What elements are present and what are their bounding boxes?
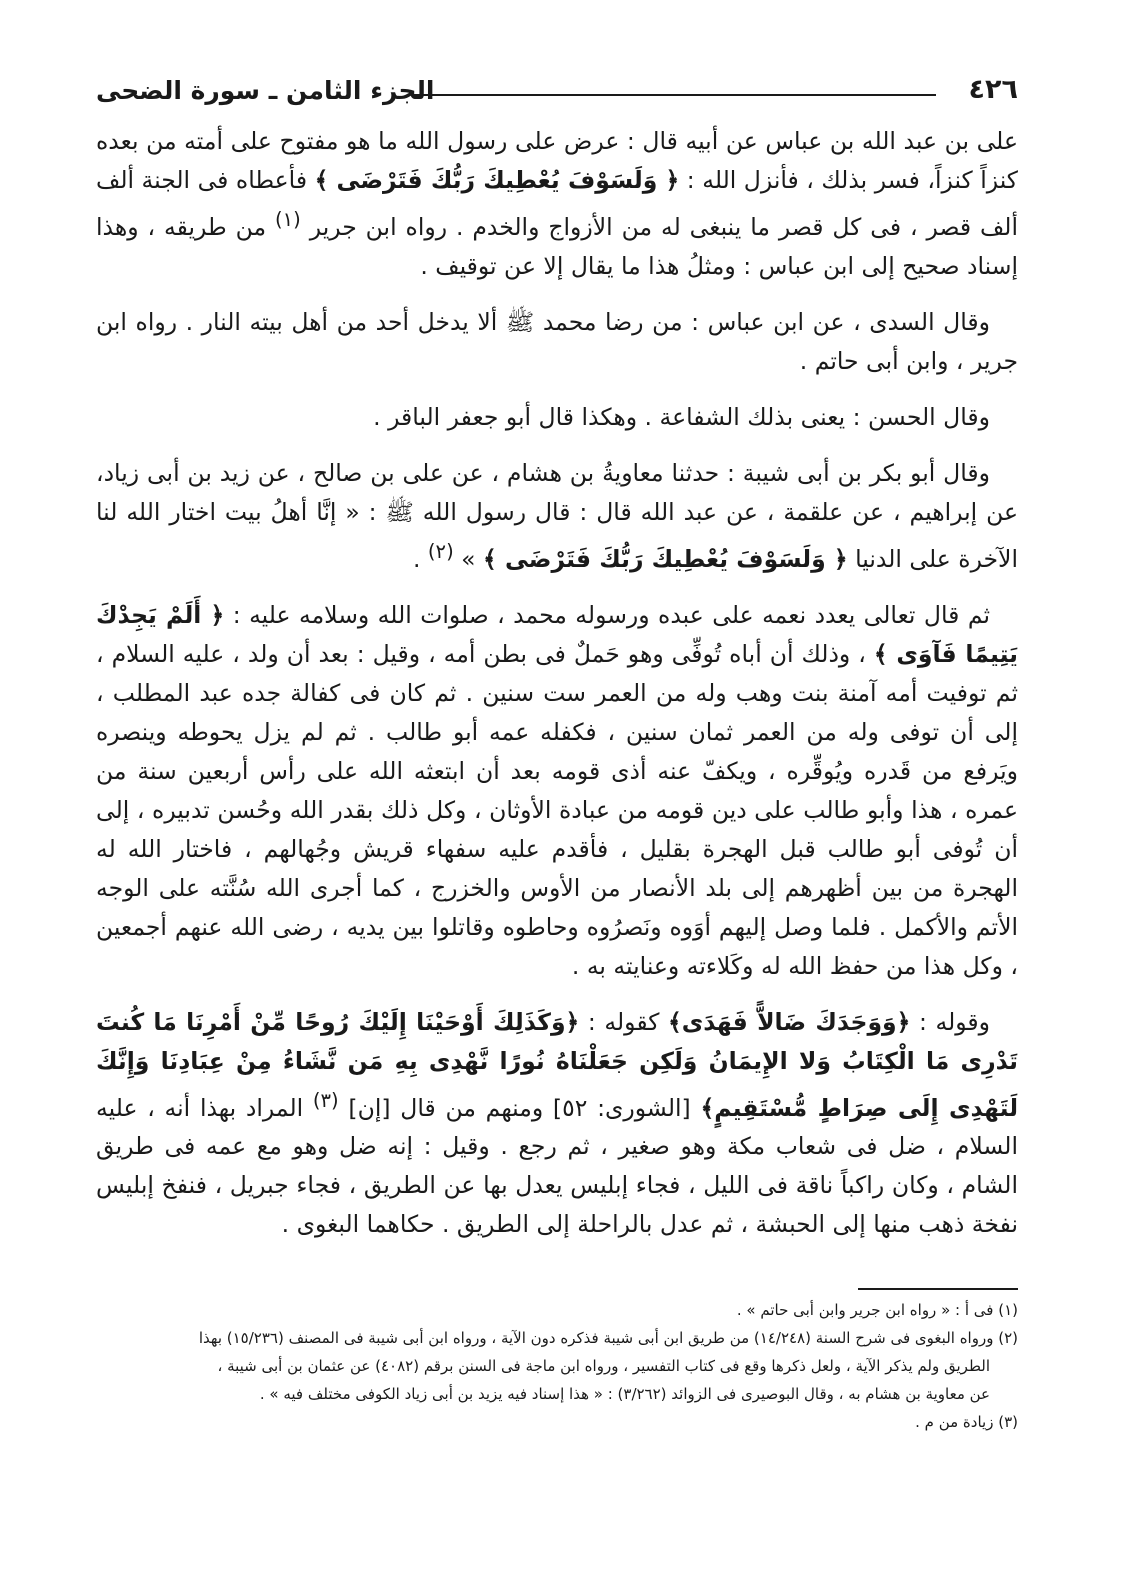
paragraph xyxy=(96,122,1018,286)
footnote-line: (٢) ورواه البغوى فى شرح السنة (١٤/٢٤٨) من طريق ابن أبى شيبة فذكره دون الآية ، ورواه ابن أبى شيبة فى المصنف (١٥/٢٣٦) بهذا xyxy=(198,1329,1018,1347)
footnote-line: (١) فى أ : « رواه ابن جرير وابن أبى حاتم » . xyxy=(736,1301,1018,1319)
main-text xyxy=(96,122,1018,1261)
quran-verse: ﴿ وَلَسَوْفَ يُعْطِيكَ رَبُّكَ فَتَرْضَى ﴾ xyxy=(314,166,680,194)
footnote-line: عن معاوية بن هشام به ، وقال البوصيرى فى الزوائد (٣/٢٦٢) : « هذا إسناد فيه يزيد بن أبى زياد الكوفى مختلف فيه » . xyxy=(259,1385,990,1403)
footnote-rule xyxy=(858,1288,1018,1290)
text-segment: من طريقه ، وهذا إسناد صحيح إلى ابن عباس : ومثلُ هذا ما يقال إلا عن توقيف . xyxy=(96,212,1018,280)
paragraph xyxy=(96,454,1018,579)
paragraph xyxy=(96,303,1018,381)
text-segment: وقال الحسن : يعنى بذلك الشفاعة . وهكذا قال أبو جعفر الباقر . xyxy=(373,402,990,431)
quran-verse: ﴿وَكَذَلِكَ أَوْحَيْنَا إِلَيْكَ رُوحًا مِّنْ أَمْرِنَا مَا كُنتَ تَدْرِى مَا الْكِتَابُ وَلا الإِيمَانُ وَلَكِن جَعَلْنَاهُ نُورًا نَّهْدِى بِهِ مَن نَّشَاءُ مِنْ عِبَادِنَا وَإِنَّكَ لَتَهْدِى إِلَى صِرَاطٍ مُّسْتَقِيمٍ﴾ xyxy=(96,1007,1019,1122)
paragraph xyxy=(96,398,1018,437)
paragraph xyxy=(96,1003,1018,1245)
quran-verse: ﴿ أَلَمْ يَجِدْكَ يَتِيمًا فَآوَى ﴾ xyxy=(96,600,1018,668)
footnotes xyxy=(96,1296,1018,1436)
text-segment: المراد بهذا أنه ، عليه السلام ، ضل فى شعاب مكة وهو صغير ، ثم رجع . وقيل : إنه ضل وهو مع عمه فى طريق الشام ، وكان راكباً ناقة فى الليل ، فجاء إبليس يعدل بها عن الطريق ، فجاء جبريل ، فنفخ إبليس نفخة ذهب منها إلى الحبشة ، ثم عدل بالراحلة إلى الطريق . حكاهما البغوى . xyxy=(96,1093,1018,1239)
text-segment: [الشورى: ٥٢] ومنهم من قال [إن] xyxy=(338,1093,701,1122)
header-rule xyxy=(412,94,936,96)
running-title: الجزء الثامن ـ سورة الضحى xyxy=(96,76,435,105)
text-segment: وقوله : xyxy=(910,1007,990,1036)
quran-verse: ﴿وَوَجَدَكَ ضَالاًّ فَهَدَى﴾ xyxy=(667,1007,911,1036)
text-segment: فأعطاه فى الجنة ألف ألف قصر ، فى كل قصر ما ينبغى له من الأزواج والخدم . رواه ابن جرير xyxy=(96,166,1018,241)
text-segment: . xyxy=(412,544,428,573)
paragraph xyxy=(96,596,1018,986)
footnote-line: الطريق ولم يذكر الآية ، ولعل ذكرها وقع فى كتاب التفسير ، ورواه ابن ماجة فى السنن برقم (٤٠٨٢) عن عثمان بن أبى شيبة ، xyxy=(217,1357,990,1375)
text-segment: » xyxy=(453,544,484,573)
footnote-line: (٣) زيادة من م . xyxy=(915,1413,1018,1431)
footnote-reference: (٢) xyxy=(427,539,454,563)
text-segment: كقوله : xyxy=(579,1007,668,1036)
text-segment: ، وذلك أن أباه تُوفِّى وهو حَملٌ فى بطن أمه ، وقيل : بعد أن ولد ، عليه السلام ، ثم توفيت أمه آمنة بنت وهب وله من العمر ست سنين . ثم كان فى كفالة جده عبد المطلب ، إلى أن توفى وله من العمر ثمان سنين ، فكفله عمه أبو طالب . ثم لم يزل يحوطه وينصره ويَرفع من قَدره ويُوقِّره ، ويكفّ عنه أذى قومه بعد أن ابتعثه الله على رأس أربعين سنة من عمره ، هذا وأبو طالب على دين قومه من عبادة الأوثان ، وكل ذلك بقدر الله وحُسن تدبيره ، إلى أن تُوفى أبو طالب قبل الهجرة بقليل ، فأقدم عليه سفهاء قريش وجُهالهم ، فاختار الله له الهجرة من بين أظهرهم إلى بلد الأنصار من الأوس والخزرج ، كما أجرى الله سُنَّته على الوجه الأتم والأكمل . فلما وصل إليهم أوَوه ونَصرُوه وحاطوه وقاتلوا بين يديه ، رضى الله عنهم أجمعين ، وكل هذا من حفظ الله له وكَلاءته وعنايته به . xyxy=(96,639,1018,980)
text-segment: وقال السدى ، عن ابن عباس : من رضا محمد ﷺ ألا يدخل أحد من أهل بيته النار . رواه ابن جرير ، وابن أبى حاتم . xyxy=(96,307,1018,375)
text-segment: ثم قال تعالى يعدد نعمه على عبده ورسوله محمد ، صلوات الله وسلامه عليه : xyxy=(224,600,990,629)
text-segment: على بن عبد الله بن عباس عن أبيه قال : عرض على رسول الله ما هو مفتوح على أمته من بعده كنزاً كنزاً، فسر بذلك ، فأنزل الله : xyxy=(96,127,1018,194)
page-number: ٤٢٦ xyxy=(968,74,1018,105)
quran-verse: ﴿ وَلَسَوْفَ يُعْطِيكَ رَبُّكَ فَتَرْضَى ﴾ xyxy=(483,544,848,573)
page-header xyxy=(96,72,1018,112)
footnote-reference: (١) xyxy=(275,208,301,231)
text-segment: وقال أبو بكر بن أبى شيبة : حدثنا معاويةُ بن هشام ، عن على بن صالح ، عن زيد بن أبى زياد، عن إبراهيم ، عن علقمة ، عن عبد الله قال : قال رسول الله ﷺ : « إنَّا أهلُ بيت اختار الله لنا الآخرة على الدنيا xyxy=(96,458,1018,573)
footnote-reference: (٣) xyxy=(312,1088,339,1112)
